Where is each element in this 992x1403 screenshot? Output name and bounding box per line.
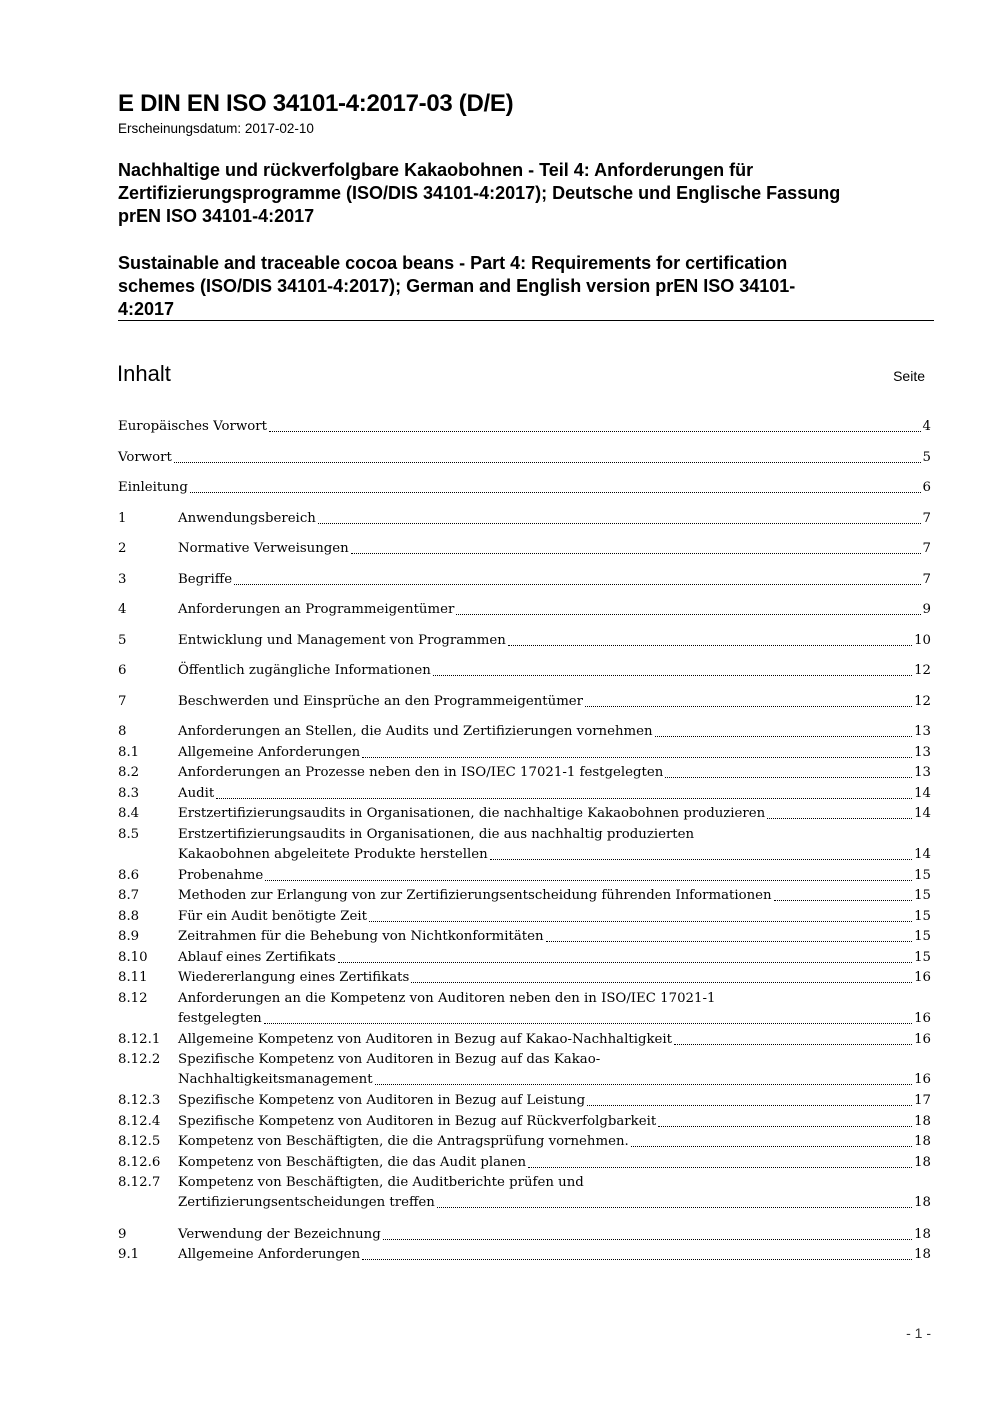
toc-dot-leader (631, 1146, 912, 1147)
toc-dot-leader (528, 1167, 912, 1168)
toc-entry-title: Öffentlich zugängliche Informationen (178, 663, 431, 678)
document-id: E DIN EN ISO 34101-4:2017-03 (D/E) (118, 90, 514, 117)
toc-entry-page: 15 (914, 888, 931, 903)
toc-entry-number: 4 (118, 602, 127, 617)
toc-entry-row (178, 1112, 931, 1132)
toc-entry-number: 8.12.6 (118, 1155, 161, 1170)
toc-entry-page: 15 (914, 950, 931, 965)
toc-entry-number: 8.6 (118, 868, 140, 883)
toc-dot-leader (338, 962, 912, 963)
toc-entry-row (178, 692, 931, 712)
toc-entry-page: 9 (922, 602, 931, 617)
toc-entry[interactable] (118, 539, 931, 559)
toc-entry-number: 8.12.5 (118, 1134, 161, 1149)
toc-entry[interactable] (118, 825, 931, 862)
toc-entry-title: Europäisches Vorwort (118, 419, 267, 434)
toc-entry-title: Spezifische Kompetenz von Auditoren in Bezug auf das Kakao- (178, 1052, 601, 1067)
toc-entry-page: 14 (914, 786, 931, 801)
title-german-line: Zertifizierungsprogramme (ISO/DIS 34101-4:2017); Deutsche und Englische Fassung (118, 183, 841, 203)
toc-entry[interactable] (118, 1050, 931, 1087)
toc-entry-title: Audit (178, 786, 215, 801)
toc-entry-title: Einleitung (118, 480, 188, 495)
toc-entry[interactable] (118, 948, 931, 968)
toc-entry-title: Allgemeine Anforderungen (178, 745, 361, 760)
toc-entry[interactable] (118, 927, 931, 947)
toc-entry-title: Spezifische Kompetenz von Auditoren in Bezug auf Leistung (178, 1093, 586, 1108)
toc-entry-number: 3 (118, 572, 127, 587)
toc-entry-number: 8.9 (118, 929, 140, 944)
title-english-line: Sustainable and traceable cocoa beans - Part 4: Requirements for certification (118, 253, 788, 273)
toc-entry[interactable] (118, 417, 931, 437)
toc-entry-row (178, 631, 931, 651)
toc-entry-title: Zeitrahmen für die Behebung von Nichtkonformitäten (178, 929, 544, 944)
toc-entry-number: 8.12.1 (118, 1032, 161, 1047)
toc-entry-number: 8.12.2 (118, 1052, 161, 1067)
header-divider (118, 320, 934, 321)
toc-entry-title: Ablauf eines Zertifikats (178, 950, 336, 965)
toc-entry-title: Methoden zur Erlangung von zur Zertifizierungsentscheidung führenden Informationen (178, 888, 772, 903)
toc-entry-number: 1 (118, 511, 127, 526)
toc-entry-page: 7 (922, 572, 931, 587)
toc-entry-page: 7 (922, 541, 931, 556)
toc-entry-row (178, 1225, 931, 1245)
toc-entry-number: 8.5 (118, 827, 140, 842)
toc-entry[interactable] (118, 1112, 931, 1132)
toc-entry-page: 12 (914, 663, 931, 678)
toc-entry-row (178, 539, 931, 559)
toc-entry-title: Vorwort (118, 450, 172, 465)
toc-entry-page: 15 (914, 909, 931, 924)
toc-entry-page: 15 (914, 929, 931, 944)
toc-entry-row (178, 1193, 931, 1213)
toc-entry[interactable] (118, 1225, 931, 1245)
toc-entry-title: Anforderungen an Prozesse neben den in ISO/IEC 17021-1 festgelegten (178, 765, 664, 780)
toc-entry-page: 18 (914, 1227, 931, 1242)
toc-entry[interactable] (118, 1173, 931, 1210)
toc-entry-row (178, 1132, 931, 1152)
toc-entry-row (178, 866, 931, 886)
toc-entry[interactable] (118, 1091, 931, 1111)
toc-entry-title: Kompetenz von Beschäftigten, die Auditberichte prüfen und (178, 1175, 584, 1190)
toc-entry-number: 9 (118, 1227, 127, 1242)
toc-entry[interactable] (118, 570, 931, 590)
toc-entry-row (178, 1245, 931, 1265)
toc-entry-title: Kompetenz von Beschäftigten, die das Audit planen (178, 1155, 527, 1170)
toc-entry-title: Erstzertifizierungsaudits in Organisationen, die aus nachhaltig produzierten (178, 827, 695, 842)
toc-entry-row (178, 509, 931, 529)
title-german (118, 159, 934, 228)
title-german-line: Nachhaltige und rückverfolgbare Kakaobohnen - Teil 4: Anforderungen für (118, 160, 754, 180)
toc-entry-title: Anwendungsbereich (178, 511, 316, 526)
toc-entry-number: 8.12.7 (118, 1175, 161, 1190)
toc-entry-title-continued: Zertifizierungsentscheidungen treffen (178, 1195, 435, 1210)
toc-entry-title: Normative Verweisungen (178, 541, 349, 556)
toc-entry-number: 8.1 (118, 745, 140, 760)
toc-entry-title: Kompetenz von Beschäftigten, die die Antragsprüfung vornehmen. (178, 1134, 629, 1149)
toc-entry-page: 10 (914, 633, 931, 648)
toc-entry[interactable] (118, 968, 931, 988)
toc-dot-leader (456, 614, 920, 615)
toc-dot-leader (174, 462, 921, 463)
toc-entry-title: Anforderungen an Stellen, die Audits und Zertifizierungen vornehmen (178, 724, 653, 739)
toc-entry-page: 5 (922, 450, 931, 465)
toc-entry-row (178, 1153, 931, 1173)
toc-entry[interactable] (118, 509, 931, 529)
toc-dot-leader (655, 736, 912, 737)
toc-entry-page: 7 (922, 511, 931, 526)
toc-entry-number: 8.12.4 (118, 1114, 161, 1129)
toc-entry-page: 16 (914, 1011, 931, 1026)
toc-heading: Inhalt (117, 361, 171, 386)
toc-entry[interactable] (118, 1153, 931, 1173)
toc-entry-row (178, 845, 931, 865)
toc-entry-row (178, 1070, 931, 1090)
toc-entry-row (178, 661, 931, 681)
toc-entry-number: 8.7 (118, 888, 140, 903)
toc-dot-leader (375, 1084, 913, 1085)
toc-entry[interactable] (118, 478, 931, 498)
toc-entry-row (178, 1009, 931, 1029)
toc-entry-number: 8.8 (118, 909, 140, 924)
toc-dot-leader (264, 1023, 912, 1024)
toc-entry-row (118, 478, 931, 498)
toc-entry[interactable] (118, 448, 931, 468)
toc-entry[interactable] (118, 1245, 931, 1265)
toc-entry-title: Beschwerden und Einsprüche an den Programmeigentümer (178, 694, 584, 709)
toc-entry-row (178, 804, 931, 824)
toc-entry-title-continued: Kakaobohnen abgeleitete Produkte herstellen (178, 847, 488, 862)
toc-entry-number: 7 (118, 694, 127, 709)
toc-dot-leader (269, 431, 921, 432)
toc-entry-page: 6 (922, 480, 931, 495)
toc-entry[interactable] (118, 989, 931, 1026)
toc-entry-number: 5 (118, 633, 127, 648)
toc-dot-leader (234, 584, 920, 585)
toc-entry-page: 13 (914, 745, 931, 760)
toc-entry-page: 14 (914, 806, 931, 821)
toc-entry-title-continued: Nachhaltigkeitsmanagement (178, 1072, 373, 1087)
toc-entry-title-continued: festgelegten (178, 1011, 262, 1026)
toc-entry[interactable] (118, 886, 931, 906)
toc-dot-leader (767, 818, 912, 819)
toc-entry-row (178, 743, 931, 763)
toc-entry-row (118, 448, 931, 468)
toc-entry-title: Wiedererlangung eines Zertifikats (178, 970, 410, 985)
toc-dot-leader (216, 798, 912, 799)
toc-dot-leader (774, 900, 912, 901)
toc-dot-leader (433, 675, 912, 676)
toc-dot-leader (351, 553, 921, 554)
title-german-line: prEN ISO 34101-4:2017 (118, 206, 315, 226)
toc-dot-leader (318, 523, 921, 524)
toc-dot-leader (383, 1239, 912, 1240)
publication-date: Erscheinungsdatum: 2017-02-10 (118, 121, 314, 136)
toc-entry-title: Spezifische Kompetenz von Auditoren in Bezug auf Rückverfolgbarkeit (178, 1114, 657, 1129)
toc-dot-leader (369, 921, 912, 922)
toc-dot-leader (658, 1126, 912, 1127)
toc-entry-title: Erstzertifizierungsaudits in Organisationen, die nachhaltige Kakaobohnen produzieren (178, 806, 766, 821)
toc-dot-leader (508, 645, 912, 646)
toc-entry-number: 8 (118, 724, 127, 739)
toc-entry-number: 8.2 (118, 765, 140, 780)
toc-dot-leader (265, 880, 912, 881)
toc-entry-title: Anforderungen an Programmeigentümer (178, 602, 455, 617)
toc-dot-leader (437, 1207, 912, 1208)
toc-dot-leader (587, 1105, 912, 1106)
toc-entry[interactable] (118, 907, 931, 927)
toc-dot-leader (546, 941, 913, 942)
toc-entry[interactable] (118, 1132, 931, 1152)
toc-entry-title: Anforderungen an die Kompetenz von Auditoren neben den in ISO/IEC 17021-1 (178, 991, 716, 1006)
toc-entry-page: 13 (914, 765, 931, 780)
toc-entry-number: 8.4 (118, 806, 140, 821)
toc-entry-number: 2 (118, 541, 127, 556)
toc-entry-title: Für ein Audit benötigte Zeit (178, 909, 367, 924)
toc-entry-row (178, 968, 931, 988)
toc-entry-page: 15 (914, 868, 931, 883)
toc-entry[interactable] (118, 743, 931, 763)
toc-entry-title: Allgemeine Anforderungen (178, 1247, 361, 1262)
toc-dot-leader (585, 706, 912, 707)
toc-entry-page: 18 (914, 1195, 931, 1210)
toc-entry-page: 18 (914, 1114, 931, 1129)
toc-entry-row (178, 907, 931, 927)
toc-entry-row (178, 927, 931, 947)
toc-entry[interactable] (118, 804, 931, 824)
toc-entry-number: 8.12.3 (118, 1093, 161, 1108)
toc-dot-leader (411, 982, 912, 983)
toc-entry-row (178, 886, 931, 906)
toc-entry-page: 18 (914, 1247, 931, 1262)
toc-entry[interactable] (118, 1030, 931, 1050)
toc-entry-number: 6 (118, 663, 127, 678)
toc-entry[interactable] (118, 631, 931, 651)
toc-entry-number: 8.11 (118, 970, 148, 985)
toc-entry-title: Begriffe (178, 572, 233, 587)
title-english-line: schemes (ISO/DIS 34101-4:2017); German and English version prEN ISO 34101- (118, 276, 796, 296)
toc-dot-leader (190, 492, 921, 493)
toc-entry[interactable] (118, 722, 931, 742)
toc-entry-page: 16 (914, 970, 931, 985)
toc-entry[interactable] (118, 866, 931, 886)
toc-entry-page: 18 (914, 1134, 931, 1149)
toc-entry-page: 16 (914, 1072, 931, 1087)
toc-entry-row (178, 1091, 931, 1111)
toc-entry-row (178, 600, 931, 620)
toc-entry-number: 9.1 (118, 1247, 140, 1262)
toc-entry-title: Verwendung der Bezeichnung (178, 1227, 381, 1242)
toc-entry-title: Probenahme (178, 868, 264, 883)
toc-entry[interactable] (118, 784, 931, 804)
toc-entry[interactable] (118, 600, 931, 620)
toc-entry-row (178, 570, 931, 590)
toc-entry-page: 14 (914, 847, 931, 862)
toc-dot-leader (362, 1259, 912, 1260)
toc-entry[interactable] (118, 692, 931, 712)
toc-entry-row (178, 784, 931, 804)
toc-entry-row (178, 948, 931, 968)
toc-dot-leader (665, 777, 912, 778)
toc-entry[interactable] (118, 763, 931, 783)
title-english (118, 252, 934, 321)
toc-entry-page: 16 (914, 1032, 931, 1047)
toc-entry-row (178, 722, 931, 742)
toc-dot-leader (674, 1044, 912, 1045)
toc-entry-number: 8.3 (118, 786, 140, 801)
toc-dot-leader (362, 757, 912, 758)
title-english-line: 4:2017 (118, 299, 175, 319)
toc-entry-row (178, 763, 931, 783)
toc-entry-page: 4 (922, 419, 931, 434)
toc-entry[interactable] (118, 661, 931, 681)
toc-dot-leader (490, 859, 912, 860)
toc-entry-page: 17 (914, 1093, 931, 1108)
toc-entry-title: Allgemeine Kompetenz von Auditoren in Bezug auf Kakao-Nachhaltigkeit (178, 1032, 672, 1047)
toc-entry-number: 8.10 (118, 950, 148, 965)
toc-entry-row (178, 1030, 931, 1050)
toc-entry-number: 8.12 (118, 991, 148, 1006)
toc-entry-page: 12 (914, 694, 931, 709)
toc-entry-page: 18 (914, 1155, 931, 1170)
toc-entry-row (118, 417, 931, 437)
toc-page-label: Seite (893, 368, 925, 384)
toc-entry-page: 13 (914, 724, 931, 739)
toc-entry-title: Entwicklung und Management von Programmen (178, 633, 506, 648)
page-number: - 1 - (906, 1325, 931, 1341)
